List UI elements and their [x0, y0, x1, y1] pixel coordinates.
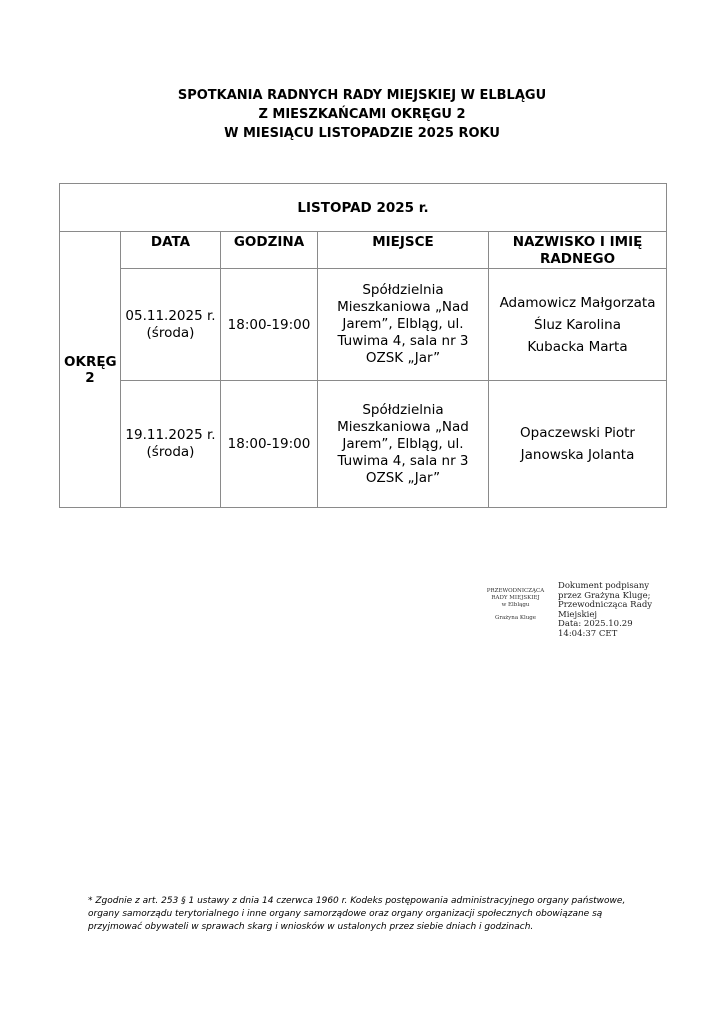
- header-time: GODZINA: [221, 232, 318, 269]
- header-name-line-2: RADNEGO: [539, 251, 616, 267]
- place-line: Mieszkaniowa „Nad: [337, 299, 469, 315]
- document-title: [0, 86, 724, 143]
- place-line: Tuwima 4, sala nr 3: [337, 452, 469, 469]
- meeting-date: 05.11.2025 r.: [125, 307, 216, 324]
- title-line-3: W MIESIĄCU LISTOPADZIE 2025 ROKU: [224, 126, 500, 141]
- place-line: Jarem”, Elbląg, ul.: [342, 435, 464, 452]
- councillor-name: Opaczewski Piotr: [520, 425, 635, 441]
- header-date: DATA: [121, 232, 221, 269]
- table-row: [60, 269, 667, 381]
- table-row: [60, 381, 667, 508]
- digital-signature-block: [558, 582, 668, 640]
- footnote-line-2: organy samorządu terytorialnego i inne organy samorządowe oraz organy organizacji społecznych obowiązane są: [88, 909, 603, 919]
- footnote: [88, 895, 648, 934]
- place-line: Spółdzielnia: [362, 282, 444, 298]
- councillor-name: Kubacka Marta: [527, 338, 628, 355]
- signature-line-5: Data: 2025.10.29: [558, 619, 633, 630]
- signature-line-4: Miejskiej: [558, 609, 597, 620]
- meeting-weekday: (środa): [146, 324, 195, 341]
- district-label: OKRĘG: [64, 353, 117, 370]
- councillor-name: Śluz Karolina: [534, 316, 622, 333]
- stamp-line-2: RADY MIEJSKIEJ: [491, 595, 540, 601]
- meeting-date: 19.11.2025 r.: [125, 427, 216, 443]
- councillor-name: Adamowicz Małgorzata: [499, 294, 656, 311]
- place-cell: [318, 269, 489, 381]
- header-name-line-1: NAZWISKO I IMIĘ: [512, 234, 643, 250]
- meeting-time: 18:00-19:00: [221, 269, 318, 381]
- meetings-table: [59, 183, 667, 508]
- councillors-cell: [489, 269, 667, 381]
- place-cell: [318, 381, 489, 508]
- signature-line-3: Przewodnicząca Rady: [558, 600, 653, 611]
- footnote-line-3: przyjmować obywateli w sprawach skarg i wniosków w ustalonych przez siebie dniach i godzinach.: [88, 922, 534, 932]
- place-line: OZSK „Jar”: [365, 469, 441, 486]
- footnote-line-1: * Zgodnie z art. 253 § 1 ustawy z dnia 14 czerwca 1960 r. Kodeks postępowania administracyjnego organy państwowe,: [88, 896, 626, 906]
- meeting-time: 18:00-19:00: [221, 381, 318, 508]
- title-line-1: SPOTKANIA RADNYCH RADY MIEJSKIEJ W ELBLĄGU: [177, 88, 547, 103]
- date-cell: [121, 381, 221, 508]
- signature-line-1: Dokument podpisany: [558, 581, 650, 591]
- signature-line-6: 14:04:37 CET: [558, 628, 618, 639]
- place-line: Spółdzielnia: [362, 401, 444, 418]
- official-stamp: [478, 588, 553, 622]
- district-number: 2: [85, 369, 95, 386]
- place-line: Mieszkaniowa „Nad: [337, 418, 469, 435]
- stamp-line-1: PRZEWODNICZĄCA: [486, 588, 545, 594]
- date-cell: [121, 269, 221, 381]
- place-line: Jarem”, Elbląg, ul.: [342, 316, 464, 332]
- stamp-signature: Grażyna Kluge: [494, 615, 537, 621]
- meeting-weekday: (środa): [146, 444, 195, 460]
- month-header: LISTOPAD 2025 r.: [60, 184, 667, 232]
- councillors-cell: [489, 381, 667, 508]
- header-place: MIEJSCE: [318, 232, 489, 269]
- stamp-line-3: w Elblągu: [501, 602, 530, 608]
- place-line: OZSK „Jar”: [365, 350, 441, 366]
- signature-line-2: przez Grażyna Kluge;: [558, 590, 651, 601]
- place-line: Tuwima 4, sala nr 3: [337, 333, 469, 349]
- district-cell: [60, 232, 121, 508]
- title-line-2: Z MIESZKAŃCAMI OKRĘGU 2: [258, 107, 466, 122]
- councillor-name: Janowska Jolanta: [520, 447, 635, 463]
- header-name: [489, 232, 667, 269]
